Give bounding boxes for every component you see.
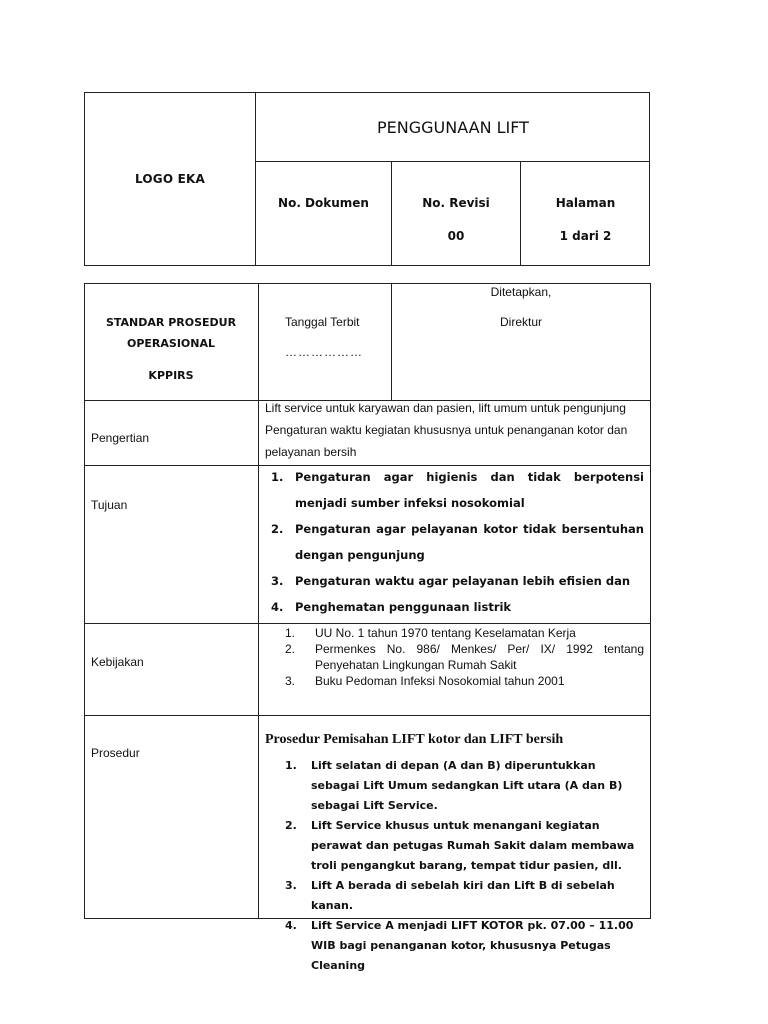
list-number: 2. xyxy=(271,522,284,536)
list-item xyxy=(285,876,647,916)
list-item xyxy=(285,816,647,876)
document-title: PENGGUNAAN LIFT xyxy=(256,93,650,162)
list-text: Permenkes No. 986/ Menkes/ Per/ IX/ 1992 tentang Penyehatan Lingkungan Rumah Sakit xyxy=(315,642,644,672)
sop-unit: KPPIRS xyxy=(148,369,194,382)
page-label: Halaman xyxy=(555,196,616,210)
logo-placeholder: LOGO EKA xyxy=(85,93,256,265)
list-item xyxy=(271,594,644,620)
prosedur-list xyxy=(285,756,647,976)
list-number: 3. xyxy=(285,674,296,688)
page-value: 1 dari 2 xyxy=(559,229,612,243)
approved-label: Ditetapkan, xyxy=(490,285,552,299)
pengertian-line-2: Pengaturan waktu kegiatan khususnya untuk penanganan kotor dan xyxy=(265,423,628,437)
issue-date-value: ……………… xyxy=(285,345,363,359)
list-item xyxy=(285,916,647,976)
sop-title-line1: STANDAR PROSEDUR xyxy=(105,316,237,329)
list-text: Pengaturan agar pelayanan kotor tidak bersentuhan dengan pengunjung xyxy=(295,522,644,562)
list-item xyxy=(285,641,644,673)
pengertian-line-3: pelayanan bersih xyxy=(265,445,357,459)
list-number: 2. xyxy=(285,642,296,656)
list-text: Penghematan penggunaan listrik xyxy=(295,600,512,614)
list-text: Lift A berada di sebelah kiri dan Lift B di sebelah kanan. xyxy=(311,879,615,912)
list-item xyxy=(271,464,644,516)
prosedur-label: Prosedur xyxy=(91,746,140,760)
list-text: Buku Pedoman Infeksi Nosokomial tahun 2001 xyxy=(315,674,565,688)
revision-label: No. Revisi xyxy=(422,196,490,210)
kebijakan-label: Kebijakan xyxy=(91,655,144,669)
list-item xyxy=(271,568,644,594)
list-number: 3. xyxy=(285,879,297,892)
tujuan-label: Tujuan xyxy=(91,498,128,512)
column-divider-top xyxy=(391,284,392,400)
doc-number-cell xyxy=(256,162,392,266)
list-item xyxy=(285,756,647,816)
tujuan-list xyxy=(271,464,644,620)
list-number: 3. xyxy=(271,574,284,588)
list-number: 1. xyxy=(285,626,296,640)
list-number: 1. xyxy=(271,470,284,484)
list-number: 4. xyxy=(271,600,284,614)
prosedur-title: Prosedur Pemisahan LIFT kotor dan LIFT bersih xyxy=(265,732,564,747)
list-item xyxy=(285,625,644,641)
document-header-table xyxy=(84,92,650,266)
doc-number-label: No. Dokumen xyxy=(278,196,369,210)
list-text: Lift selatan di depan (A dan B) diperuntukkan sebagai Lift Umum sedangkan Lift utara (A dan B) sebagai Lift Service. xyxy=(311,759,623,812)
pengertian-line-1: Lift service untuk karyawan dan pasien, lift umum untuk pengunjung xyxy=(265,401,626,415)
kebijakan-list xyxy=(285,625,644,689)
page-cell xyxy=(521,162,650,266)
revision-value: 00 xyxy=(447,229,465,243)
list-text: Pengaturan waktu agar pelayanan lebih efisien dan xyxy=(295,574,631,588)
list-number: 1. xyxy=(285,759,297,772)
row-divider xyxy=(85,715,650,716)
list-item xyxy=(271,516,644,568)
list-item xyxy=(285,673,644,689)
list-number: 2. xyxy=(285,819,297,832)
list-text: Lift Service khusus untuk menangani kegiatan perawat dan petugas Rumah Sakit dalam membawa troli pengangkut barang, tempat tidur pasien, dll. xyxy=(311,819,635,872)
column-divider xyxy=(258,284,259,918)
list-number: 4. xyxy=(285,919,297,932)
list-text: Pengaturan agar higienis dan tidak berpotensi menjadi sumber infeksi nosokomial xyxy=(295,470,644,510)
row-divider xyxy=(85,623,650,624)
sop-title-line2: OPERASIONAL xyxy=(126,337,215,350)
sop-table xyxy=(84,283,651,972)
list-text: Lift Service A menjadi LIFT KOTOR pk. 07.00 – 11.00 WIB bagi penanganan kotor, khususnya Petugas Cleaning xyxy=(311,919,634,972)
issue-date-label: Tanggal Terbit xyxy=(285,315,360,329)
list-text: UU No. 1 tahun 1970 tentang Keselamatan Kerja xyxy=(315,626,576,640)
approver-role: Direktur xyxy=(499,315,542,329)
pengertian-label: Pengertian xyxy=(91,431,150,445)
revision-cell xyxy=(392,162,521,266)
